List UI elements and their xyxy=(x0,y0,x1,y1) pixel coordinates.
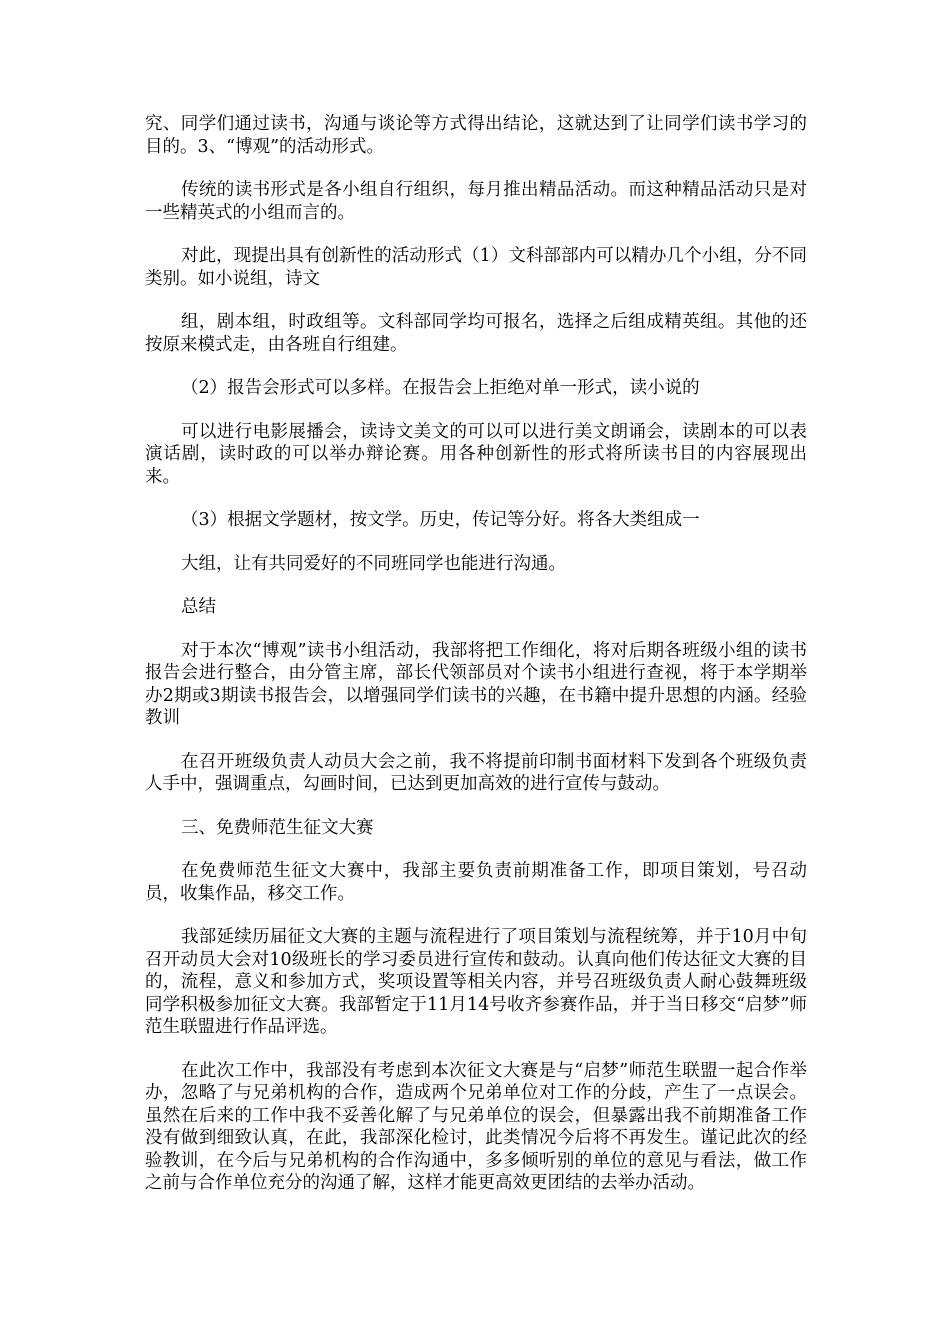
paragraph: 对于本次“博观”读书小组活动，我部将把工作细化，将对后期各班级小组的读书报告会进行整合，由分管主席，部长代领部员对个读书小组进行查视，将于本学期举办2期或3期读书报告会，以增强同学们读书的兴趣，在书籍中提升思想的内涵。经验教训 xyxy=(145,640,807,728)
paragraph: 究、同学们通过读书，沟通与谈论等方式得出结论，这就达到了让同学们读书学习的目的。3、“博观”的活动形式。 xyxy=(145,114,807,157)
paragraph: 在免费师范生征文大赛中，我部主要负责前期准备工作，即项目策划，号召动员，收集作品，移交工作。 xyxy=(145,861,807,904)
paragraph: 大组，让有共同爱好的不同班同学也能进行沟通。 xyxy=(181,553,566,574)
paragraph: 传统的读书形式是各小组自行组织，每月推出精品活动。而这种精品活动只是对一些精英式的小组而言的。 xyxy=(145,180,807,223)
paragraph: 我部延续历届征文大赛的主题与流程进行了项目策划与流程统筹，并于10月中旬召开动员大会对10级班长的学习委员进行宣传和鼓动。认真向他们传达征文大赛的目的，流程，意义和参加方式，奖项设置等相关内容，并号召班级负责人耐心鼓舞班级同学积极参加征文大赛。我部暂定于11月14号收齐参赛作品，并于当日移交“启梦”师范生联盟进行作品评选。 xyxy=(145,927,807,1037)
section-heading-summary: 总结 xyxy=(181,597,216,617)
paragraph: 在召开班级负责人动员大会之前，我不将提前印制书面材料下发到各个班级负责人手中，强调重点，勾画时间，已达到更加高效的进行宣传与鼓动。 xyxy=(145,751,807,794)
paragraph: 可以进行电影展播会，读诗文美文的可以可以进行美文朗诵会，读剧本的可以表演话剧，读时政的可以举办辩论赛。用各种创新性的形式将所读书目的内容展现出来。 xyxy=(145,421,807,487)
paragraph: 对此，现提出具有创新性的活动形式（1）文科部部内可以精办几个小组，分不同类别。如小说组，诗文 xyxy=(145,246,807,289)
paragraph: （2）报告会形式可以多样。在报告会上拒绝对单一形式，读小说的 xyxy=(181,378,700,398)
paragraph: 组，剧本组，时政组等。文科部同学均可报名，选择之后组成精英组。其他的还按原来模式走，由各班自行组建。 xyxy=(145,312,807,355)
section-heading-essay-contest: 三、免费师范生征文大赛 xyxy=(181,817,374,838)
paragraph: （3）根据文学题材，按文学。历史，传记等分好。将各大类组成一 xyxy=(181,510,700,530)
paragraph: 在此次工作中，我部没有考虑到本次征文大赛是与“启梦”师范生联盟一起合作举办，忽略了与兄弟机构的合作，造成两个兄弟单位对工作的分歧，产生了一点误会。虽然在后来的工作中我不妥善化解了与兄弟单位的误会，但暴露出我不前期准备工作没有做到细致认真，在此，我部深化检讨，此类情况今后将不再发生。谨记此次的经验教训，在今后与兄弟机构的合作沟通中，多多倾听别的单位的意见与看法，做工作之前与合作单位充分的沟通了解，这样才能更高效更团结的去举办活动。 xyxy=(145,1060,807,1193)
document-body xyxy=(145,113,807,1216)
